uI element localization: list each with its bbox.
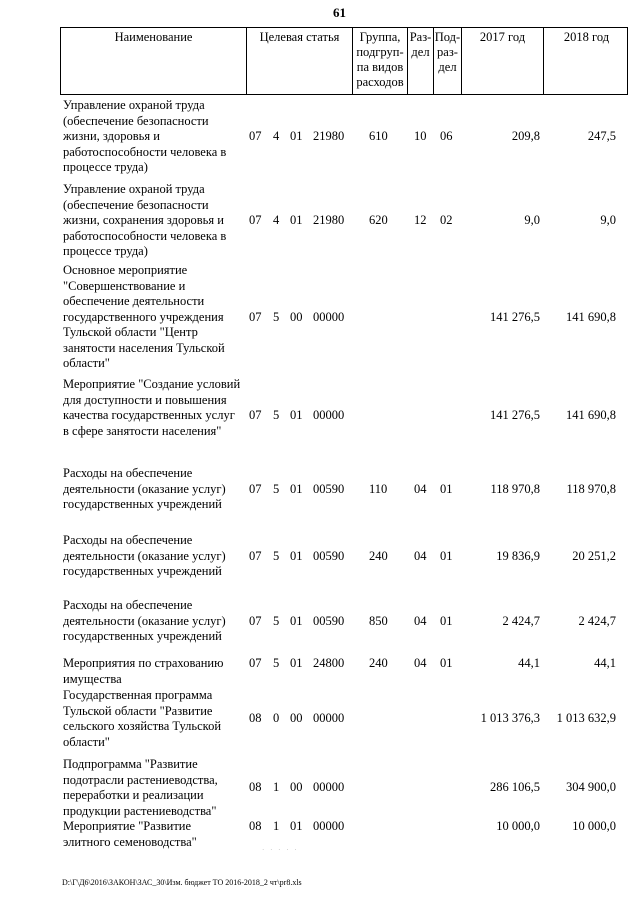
amount-2017: 9,0 [524,213,540,227]
direction-code: 21980 [313,213,345,227]
row-name: Государственная программа Тульской области "Развитие сельского хозяйства Тульской области" [63,688,222,749]
program-code: 07 [249,129,262,143]
subprogram-code: 5 [273,614,280,628]
direction-code: 00000 [313,408,345,422]
row-name: Расходы на обеспечение деятельности (оказание услуг) государственных учреждений [63,598,226,643]
amount-2018: 141 690,8 [566,310,616,324]
amount-2018: 10 000,0 [572,819,616,833]
table-header [60,27,628,95]
event-code: 01 [290,614,303,628]
row-name: Основное мероприятие "Совершенствование и обеспечение деятельности государственного учреждения Тульской области "Центр занятости населения Тульской области" [63,263,225,370]
amount-2018: 2 424,7 [578,614,616,628]
podrazdel: 01 [440,549,453,563]
row-name: Подпрограмма "Развитие подотрасли растениеводства, переработки и реализации продукции растениеводства" [63,757,218,818]
amount-2017: 141 276,5 [490,310,540,324]
razdel: 12 [414,213,427,227]
amount-2017: 209,8 [511,129,540,143]
razdel: 04 [414,614,427,628]
subprogram-code: 4 [273,213,280,227]
subprogram-code: 5 [273,408,280,422]
header-name: Наименование [61,28,247,94]
row-name: Мероприятие "Развитие элитного семеноводства" [63,819,197,849]
row-name: Расходы на обеспечение деятельности (оказание услуг) государственных учреждений [63,533,226,578]
event-code: 01 [290,213,303,227]
row-name: Мероприятия по страхованию имущества [63,656,224,686]
amount-2018: 9,0 [600,213,616,227]
amount-2018: 247,5 [587,129,616,143]
direction-code: 00590 [313,482,345,496]
amount-2017: 44,1 [518,656,540,670]
direction-code: 21980 [313,129,345,143]
direction-code: 24800 [313,656,345,670]
direction-code: 00000 [313,819,345,833]
razdel: 04 [414,482,427,496]
event-code: 00 [290,780,303,794]
expense-group: 850 [369,614,388,628]
program-code: 08 [249,819,262,833]
subprogram-code: 5 [273,656,280,670]
razdel: 10 [414,129,427,143]
amount-2018: 304 900,0 [566,780,616,794]
scan-mark: · · · · · [262,846,299,854]
subprogram-code: 1 [273,819,280,833]
amount-2018: 118 970,8 [566,482,616,496]
event-code: 01 [290,129,303,143]
amount-2017: 1 013 376,3 [480,711,540,725]
footer-file-path: D:\Г\Д6\2016\ЗАКОН\ЗАС_30\Изм. бюджет ТО 2016-2018_2 чт\pr8.xls [62,878,302,887]
amount-2017: 141 276,5 [490,408,540,422]
program-code: 08 [249,711,262,725]
program-code: 07 [249,656,262,670]
event-code: 01 [290,408,303,422]
event-code: 01 [290,482,303,496]
podrazdel: 01 [440,614,453,628]
amount-2018: 44,1 [594,656,616,670]
page-number: 61 [333,5,346,20]
subprogram-code: 5 [273,310,280,324]
razdel: 04 [414,656,427,670]
amount-2018: 141 690,8 [566,408,616,422]
event-code: 01 [290,656,303,670]
expense-group: 240 [369,656,388,670]
subprogram-code: 1 [273,780,280,794]
program-code: 07 [249,614,262,628]
expense-group: 610 [369,129,388,143]
podrazdel: 01 [440,656,453,670]
subprogram-code: 5 [273,549,280,563]
program-code: 07 [249,310,262,324]
header-2017: 2017 год [462,28,544,94]
razdel: 04 [414,549,427,563]
header-2018: 2018 год [563,30,610,44]
program-code: 07 [249,213,262,227]
program-code: 07 [249,549,262,563]
podrazdel: 02 [440,213,453,227]
direction-code: 00000 [313,310,345,324]
direction-code: 00590 [313,614,345,628]
event-code: 01 [290,549,303,563]
header-razdel: Раз-дел [408,28,434,94]
event-code: 01 [290,819,303,833]
header-target-article: Целевая статья [247,28,353,94]
expense-group: 110 [369,482,388,496]
amount-2018: 20 251,2 [572,549,616,563]
event-code: 00 [290,711,303,725]
direction-code: 00000 [313,780,345,794]
podrazdel: 01 [440,482,453,496]
amount-2017: 2 424,7 [502,614,540,628]
row-name: Мероприятие "Создание условий для доступности и повышения качества государственных услуг в сфере занятости населения" [63,377,241,438]
program-code: 08 [249,780,262,794]
header-podrazdel: Под-раз-дел [434,28,462,94]
row-name: Управление охраной труда (обеспечение безопасности жизни, здоровья и работоспособности человека в процессе труда) [63,98,227,174]
amount-2017: 118 970,8 [490,482,540,496]
subprogram-code: 0 [273,711,280,725]
amount-2017: 286 106,5 [490,780,540,794]
amount-2017: 10 000,0 [496,819,540,833]
direction-code: 00590 [313,549,345,563]
direction-code: 00000 [313,711,345,725]
podrazdel: 06 [440,129,453,143]
expense-group: 240 [369,549,388,563]
amount-2017: 19 836,9 [496,549,540,563]
header-expense-group: Группа, подгруп-па видов расходов [353,28,408,94]
amount-2018: 1 013 632,9 [556,711,616,725]
expense-group: 620 [369,213,388,227]
program-code: 07 [249,482,262,496]
subprogram-code: 5 [273,482,280,496]
program-code: 07 [249,408,262,422]
row-name: Расходы на обеспечение деятельности (оказание услуг) государственных учреждений [63,466,226,511]
event-code: 00 [290,310,303,324]
row-name: Управление охраной труда (обеспечение безопасности жизни, сохранения здоровья и работоспособности человека в процессе труда) [63,182,227,258]
subprogram-code: 4 [273,129,280,143]
